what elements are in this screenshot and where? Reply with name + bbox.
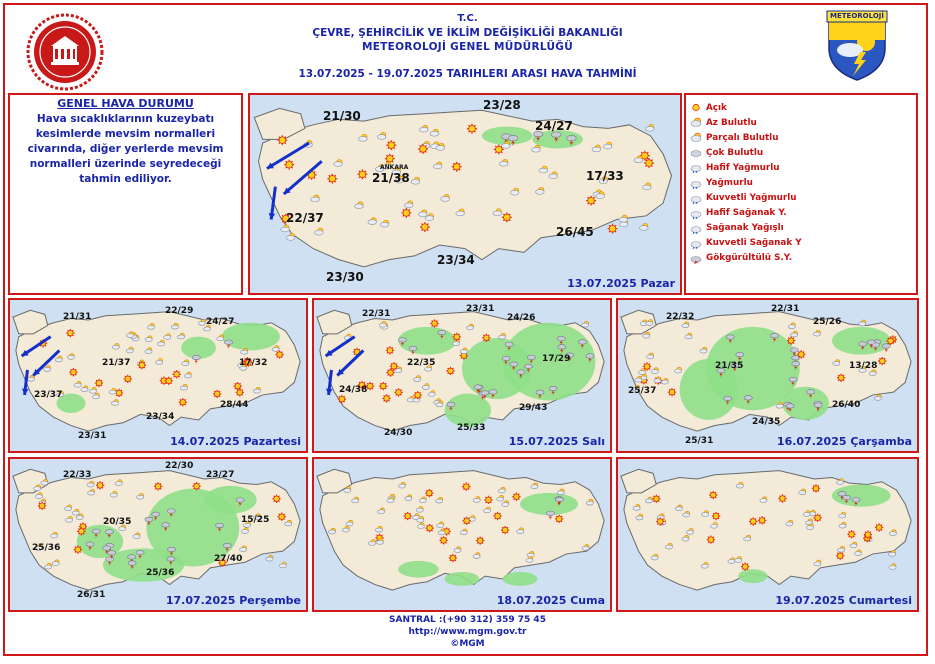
sun-icon xyxy=(192,482,200,490)
heavy-rain-icon xyxy=(690,193,702,204)
sun-icon xyxy=(690,102,702,113)
legend-label: Gökgürültülü S.Y. xyxy=(706,253,793,264)
sun-icon xyxy=(165,377,173,385)
sun-icon xyxy=(213,390,221,398)
sun-icon xyxy=(749,517,757,525)
rain-area xyxy=(462,338,532,399)
sun-icon xyxy=(502,212,512,222)
temp-label: 22/31 xyxy=(362,309,391,319)
header-line1: T.C. xyxy=(457,13,478,24)
legend-item xyxy=(690,115,802,130)
sun-icon xyxy=(74,545,82,553)
legend-label: Kuvvetli Yağmurlu xyxy=(706,193,797,204)
turkey-map xyxy=(618,459,917,610)
sun-icon xyxy=(379,382,387,390)
sun-icon xyxy=(493,512,501,520)
temp-label: 26/31 xyxy=(77,590,106,600)
temp-label: 27/40 xyxy=(214,554,243,564)
sun-small-cloud-icon xyxy=(690,117,702,128)
legend-label: Hafif Yağmurlu xyxy=(706,162,780,173)
sun-icon xyxy=(555,515,563,523)
sun-icon xyxy=(338,395,346,403)
sun-icon xyxy=(439,536,447,544)
legend-label: Çok Bulutlu xyxy=(706,147,764,158)
sun-icon xyxy=(847,530,855,538)
footer-phone: SANTRAL :(+90 312) 359 75 45 xyxy=(389,615,546,625)
sun-icon xyxy=(382,394,390,402)
legend-label: Hafif Sağanak Y. xyxy=(706,208,787,219)
temp-label: 22/37 xyxy=(286,211,324,225)
sun-icon xyxy=(284,160,294,170)
sun-icon xyxy=(476,537,484,545)
sun-icon xyxy=(643,362,651,370)
temp-label: 24/35 xyxy=(752,417,781,427)
temp-label: 17/32 xyxy=(239,358,268,368)
legend-item xyxy=(690,145,802,160)
map-panel-17-07 xyxy=(8,457,308,612)
map-panel-19-07 xyxy=(616,457,919,612)
sun-icon xyxy=(707,535,715,543)
sun-icon xyxy=(482,334,490,342)
heavy-shower-icon xyxy=(690,238,702,249)
sun-icon xyxy=(394,388,402,396)
sun-icon xyxy=(277,135,287,145)
sun-icon xyxy=(414,391,422,399)
sun-icon xyxy=(386,346,394,354)
light-rain-icon xyxy=(690,162,702,173)
sun-icon xyxy=(234,382,242,390)
legend-column-1 xyxy=(690,100,802,266)
rain-area xyxy=(445,572,480,586)
legend-item xyxy=(690,236,802,251)
rain-area xyxy=(204,486,256,514)
header-ministry: ÇEVRE, ŞEHİRCİLİK VE İKLİM DEĞİŞİKLİĞİ BAKANLIĞI xyxy=(312,27,623,39)
ministry-seal-logo xyxy=(25,12,105,92)
temp-label: 24/26 xyxy=(507,313,536,323)
sun-icon xyxy=(430,319,438,327)
general-weather-text: Hava sıcaklıklarının kuzeybatı kesimlerde mevsim normalleri civarında, diğer yerlerde mevsim normalleri üzerinde seyredeceği tahmin ediliyor. xyxy=(27,113,224,185)
temp-label: 28/44 xyxy=(220,400,249,410)
sun-icon xyxy=(463,517,471,525)
sun-icon xyxy=(758,516,766,524)
sun-icon xyxy=(124,375,132,383)
legend-item xyxy=(690,160,802,175)
sun-icon xyxy=(644,158,654,168)
legend-item xyxy=(690,191,802,206)
temp-label: 21/35 xyxy=(715,361,744,371)
sun-icon xyxy=(608,224,618,234)
meteorology-logo-text: METEOROLOJİ xyxy=(830,12,884,20)
temp-label: 22/29 xyxy=(165,306,194,316)
general-weather-title: GENEL HAVA DURUMU xyxy=(57,97,194,110)
legend-item xyxy=(690,221,802,236)
sun-icon xyxy=(77,527,85,535)
temp-label: 24/27 xyxy=(206,317,235,327)
turkey-map xyxy=(314,459,610,610)
sun-icon xyxy=(425,524,433,532)
sun-icon xyxy=(501,526,509,534)
legend-label: Kuvvetli Sağanak Y xyxy=(706,238,802,249)
temp-label: 23/34 xyxy=(146,412,175,422)
sun-icon xyxy=(452,162,462,172)
sun-icon xyxy=(420,222,430,232)
sun-icon xyxy=(357,169,367,179)
sun-icon xyxy=(154,482,162,490)
sun-icon xyxy=(512,493,520,501)
turkey-map xyxy=(10,300,306,451)
map-date-label: 13.07.2025 Pazar xyxy=(567,277,675,290)
meteorology-shield-logo xyxy=(826,10,888,82)
rain-area xyxy=(832,327,891,355)
sun-icon xyxy=(179,398,187,406)
temp-label: 22/30 xyxy=(165,461,194,471)
temp-label: 22/32 xyxy=(666,312,695,322)
temp-label: 26/40 xyxy=(832,400,861,410)
map-panel-18-07 xyxy=(312,457,612,612)
temp-label: 20/35 xyxy=(103,517,132,527)
temp-label: 23/34 xyxy=(437,253,475,267)
sun-icon xyxy=(741,562,749,570)
map-date-label: 18.07.2025 Cuma xyxy=(496,594,605,607)
legend-item xyxy=(690,206,802,221)
temp-label: 29/43 xyxy=(519,403,548,413)
temp-label: 24/30 xyxy=(384,428,413,438)
legend-box xyxy=(684,93,918,295)
sun-icon xyxy=(656,517,664,525)
temp-label: 15/25 xyxy=(241,515,270,525)
sun-icon xyxy=(386,140,396,150)
city-label-ankara: ANKARA xyxy=(380,164,409,171)
turkey-map xyxy=(618,300,917,451)
map-panel-13-07 xyxy=(248,93,682,295)
sun-icon xyxy=(236,388,244,396)
sun-icon xyxy=(404,512,412,520)
rain-area xyxy=(445,394,491,427)
sun-icon xyxy=(418,144,428,154)
thunder-icon xyxy=(690,253,702,264)
sun-icon xyxy=(275,350,283,358)
temp-label: 25/37 xyxy=(628,386,657,396)
temp-label: 23/37 xyxy=(34,390,63,400)
rain-area xyxy=(738,569,767,583)
sun-icon xyxy=(453,333,461,341)
sun-icon xyxy=(709,491,717,499)
temp-label: 22/31 xyxy=(771,304,800,314)
map-panel-15-07 xyxy=(312,298,612,453)
temp-label: 25/33 xyxy=(457,423,486,433)
temp-label: 23/31 xyxy=(78,431,107,441)
sun-icon xyxy=(878,357,886,365)
sun-icon xyxy=(138,361,146,369)
legend-item xyxy=(690,175,802,190)
map-date-label: 14.07.2025 Pazartesi xyxy=(170,435,301,448)
temp-label: 21/38 xyxy=(372,171,410,185)
temp-label: 23/30 xyxy=(326,270,364,284)
general-weather-box xyxy=(8,93,243,295)
rain-icon xyxy=(690,178,702,189)
legend-item xyxy=(690,251,802,266)
map-date-label: 17.07.2025 Perşembe xyxy=(165,594,301,607)
sun-icon xyxy=(484,496,492,504)
turkey-map xyxy=(10,459,306,610)
map-date-label: 16.07.2025 Çarşamba xyxy=(776,435,912,448)
sun-icon xyxy=(66,329,74,337)
sun-icon xyxy=(836,552,844,560)
temp-label: 21/37 xyxy=(102,358,131,368)
cloud-icon xyxy=(690,147,702,158)
temp-label: 22/33 xyxy=(63,470,92,480)
legend-label: Sağanak Yağışlı xyxy=(706,223,784,234)
legend-item xyxy=(690,130,802,145)
legend-item xyxy=(690,100,802,115)
sun-icon xyxy=(95,379,103,387)
temp-label: 21/31 xyxy=(63,312,92,322)
legend-label: Açık xyxy=(706,102,727,113)
temp-label: 24/27 xyxy=(535,119,573,133)
sun-icon xyxy=(327,174,337,184)
temp-label: 23/28 xyxy=(483,98,521,112)
sun-icon xyxy=(69,368,77,376)
sun-icon xyxy=(385,154,395,164)
legend-label: Yağmurlu xyxy=(706,178,753,189)
sun-icon xyxy=(446,367,454,375)
temp-label: 25/36 xyxy=(32,543,61,553)
sun-icon xyxy=(787,337,795,345)
temp-label: 21/30 xyxy=(323,109,361,123)
map-date-label: 15.07.2025 Salı xyxy=(508,435,605,448)
sun-icon xyxy=(668,388,676,396)
rain-area xyxy=(503,572,538,586)
header-directorate: METEOROLOJİ GENEL MÜDÜRLÜĞÜ xyxy=(361,41,574,53)
shower-icon xyxy=(690,223,702,234)
sun-icon xyxy=(652,495,660,503)
temp-label: 26/45 xyxy=(556,225,594,239)
temp-label: 22/35 xyxy=(407,358,436,368)
sun-icon xyxy=(96,481,104,489)
legend-label: Az Bulutlu xyxy=(706,117,757,128)
temp-label: 17/33 xyxy=(586,169,624,183)
sun-icon xyxy=(586,196,596,206)
sun-icon xyxy=(467,124,477,134)
sun-icon xyxy=(462,482,470,490)
sun-icon xyxy=(812,484,820,492)
sun-icon xyxy=(449,554,457,562)
sun-icon xyxy=(38,502,46,510)
footer-url[interactable]: http://www.mgm.gov.tr xyxy=(408,627,527,637)
map-panel-14-07 xyxy=(8,298,308,453)
sun-icon xyxy=(401,208,411,218)
sun-icon xyxy=(712,512,720,520)
sun-icon xyxy=(425,489,433,497)
temp-label: 25/36 xyxy=(146,568,175,578)
sun-icon xyxy=(172,370,180,378)
temp-label: 23/31 xyxy=(466,304,495,314)
legend-label: Parçalı Bulutlu xyxy=(706,132,779,143)
sun-icon xyxy=(875,523,883,531)
footer-copyright: ©MGM xyxy=(450,639,485,649)
sun-icon xyxy=(837,374,845,382)
sun-icon xyxy=(272,495,280,503)
sun-icon xyxy=(797,350,805,358)
temp-label: 24/38 xyxy=(339,385,368,395)
rain-area xyxy=(398,327,456,355)
header-period: 13.07.2025 - 19.07.2025 TARIHLERI ARASI HAVA TAHMİNİ xyxy=(298,68,637,80)
sun-cloud-icon xyxy=(690,132,702,143)
temp-label: 25/26 xyxy=(813,317,842,327)
sun-icon xyxy=(864,530,872,538)
temp-label: 23/27 xyxy=(206,470,235,480)
temp-label: 13/28 xyxy=(849,361,878,371)
temp-label: 25/31 xyxy=(685,436,714,446)
rain-area xyxy=(398,561,439,578)
sun-icon xyxy=(278,513,286,521)
light-shower-icon xyxy=(690,208,702,219)
map-panel-16-07 xyxy=(616,298,919,453)
temp-label: 17/29 xyxy=(542,354,571,364)
sun-icon xyxy=(778,494,786,502)
map-date-label: 19.07.2025 Cumartesi xyxy=(775,594,912,607)
